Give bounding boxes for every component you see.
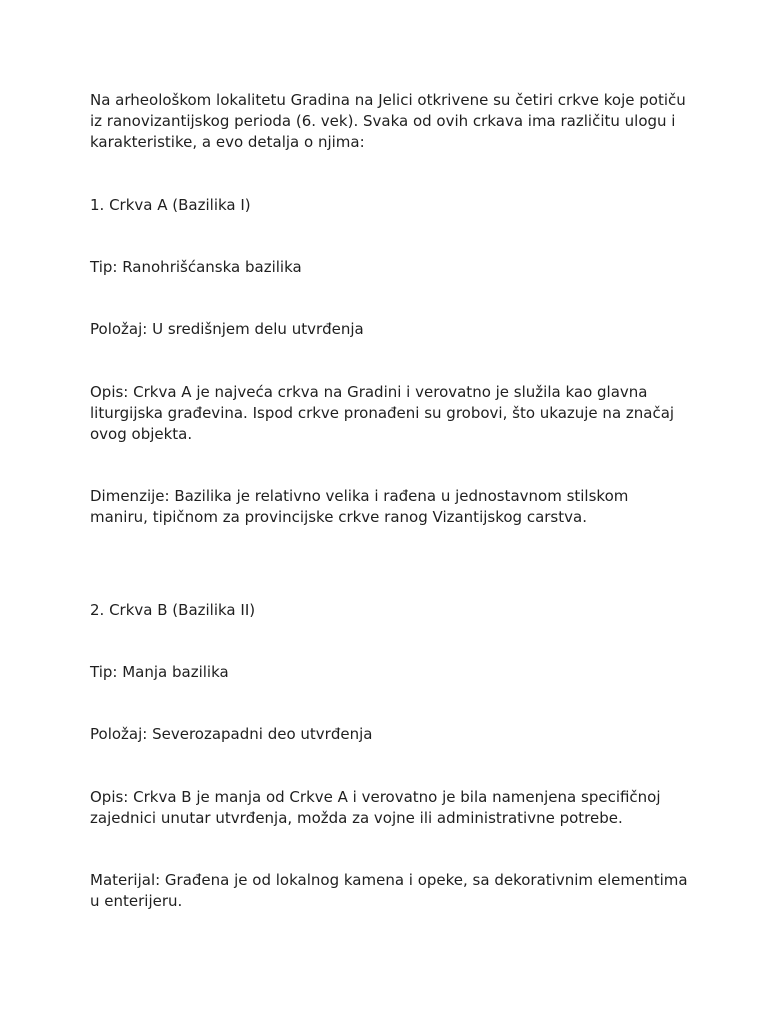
church-b-heading: 2. Crkva B (Bazilika II): [90, 601, 256, 619]
church-b-type: Tip: Manja bazilika: [90, 663, 229, 681]
church-a-description: Opis: Crkva A je najveća crkva na Gradini i verovatno je služila kao glavna liturgijska građevina. Ispod crkve pronađeni su grobovi, što ukazuje na značaj ovog objekta.: [90, 383, 675, 443]
intro-paragraph: Na arheološkom lokalitetu Gradina na Jelici otkrivene su četiri crkve koje potiču iz ranovizantijskog perioda (6. vek). Svaka od ovih crkava ima različitu ulogu i karakteristike, a evo detalja o njima:: [90, 91, 686, 151]
church-b-position: Položaj: Severozapadni deo utvrđenja: [90, 725, 373, 743]
church-b-description: Opis: Crkva B je manja od Crkve A i verovatno je bila namenjena specifičnoj zajednici unutar utvrđenja, možda za vojne ili administrativne potrebe.: [90, 788, 661, 827]
church-a-type: Tip: Ranohrišćanska bazilika: [90, 258, 302, 276]
church-a-position: Položaj: U središnjem delu utvrđenja: [90, 320, 364, 338]
church-a-dimensions: Dimenzije: Bazilika je relativno velika i rađena u jednostavnom stilskom maniru, tipičnom za provincijske crkve ranog Vizantijskog carstva.: [90, 487, 629, 526]
church-a-heading: 1. Crkva A (Bazilika I): [90, 196, 251, 214]
church-b-material: Materijal: Građena je od lokalnog kamena i opeke, sa dekorativnim elementima u enterijeru.: [90, 871, 688, 910]
